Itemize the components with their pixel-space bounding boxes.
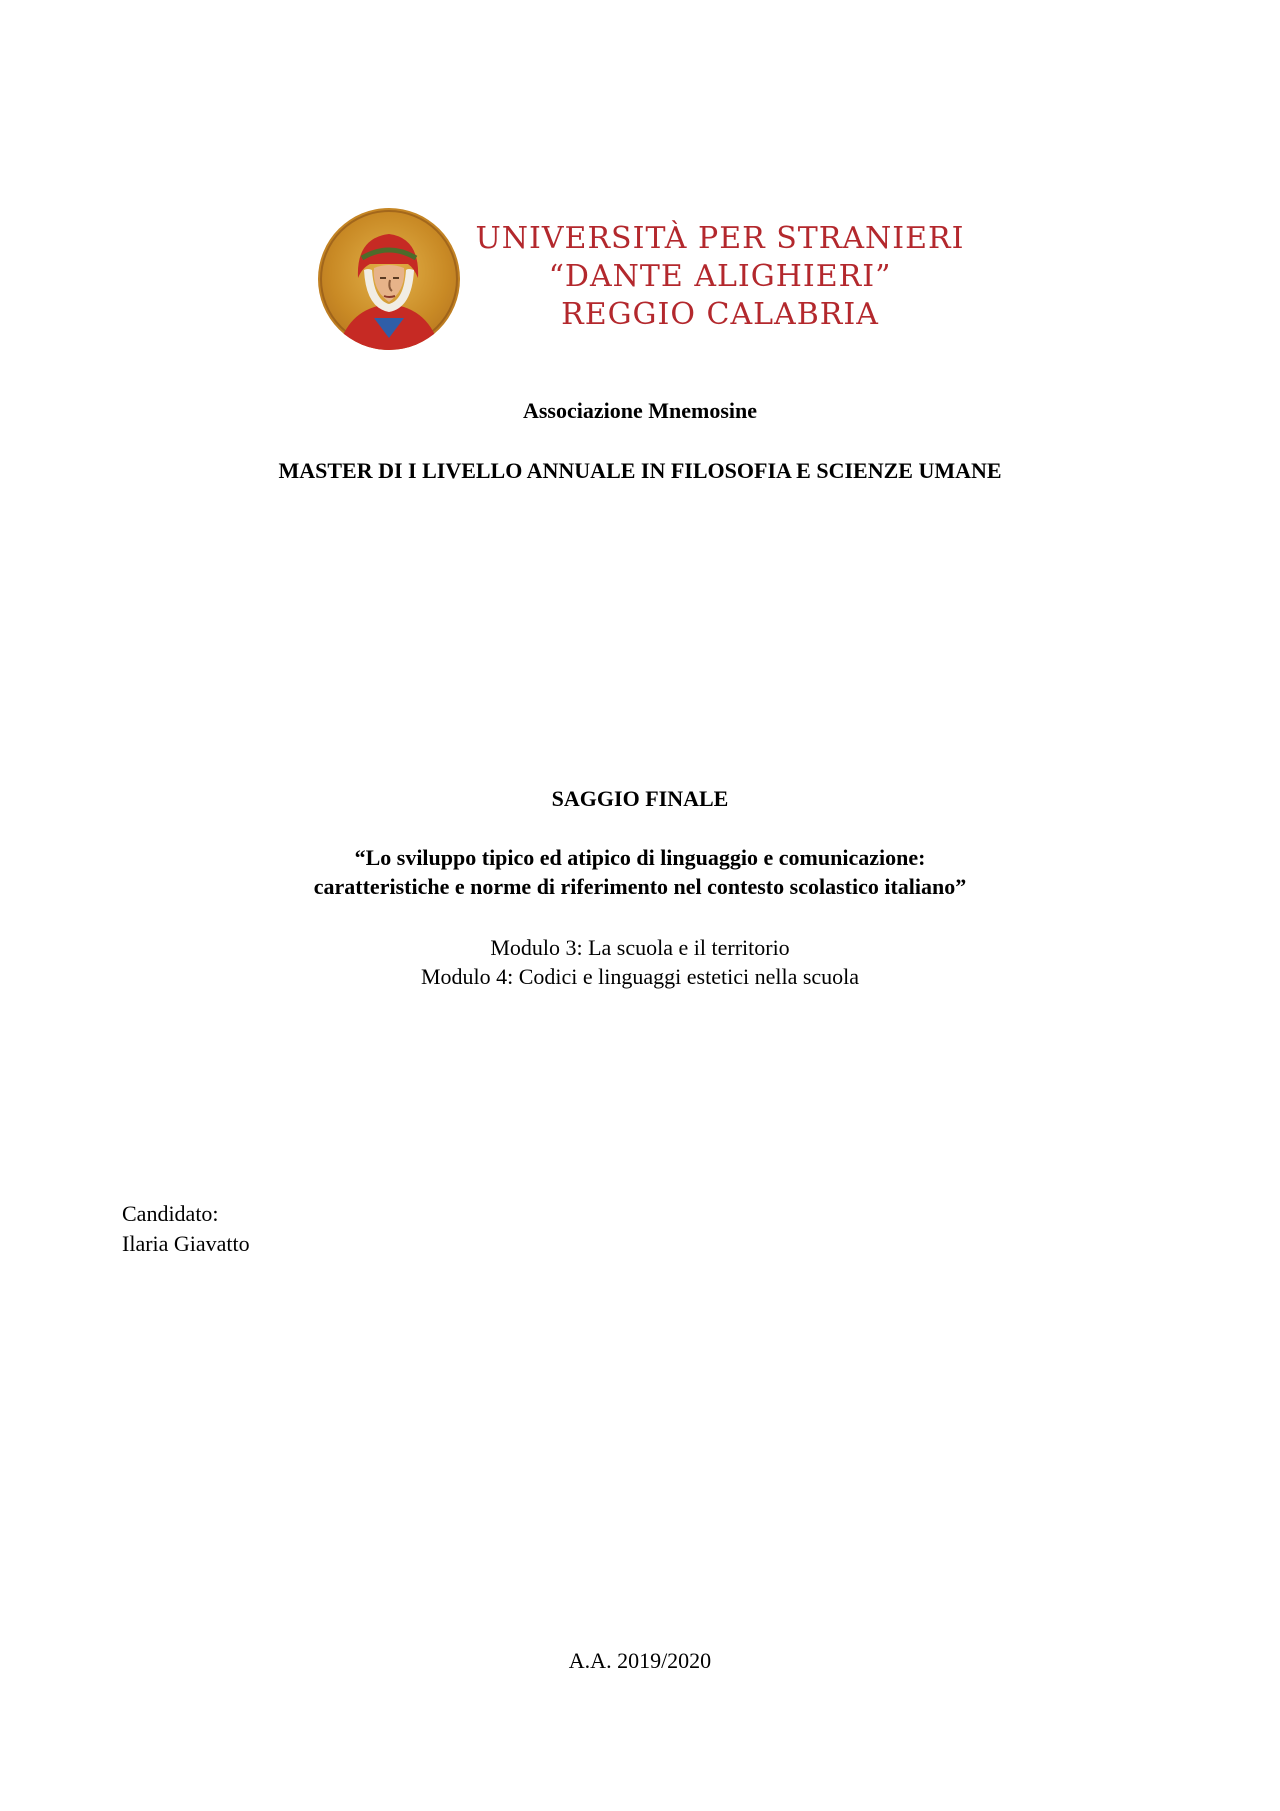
university-logo — [318, 208, 968, 353]
candidate-name: Ilaria Giavatto — [122, 1231, 250, 1256]
association-name: Associazione Mnemosine — [522, 398, 758, 423]
academic-year: A.A. 2019/2020 — [568, 1648, 712, 1673]
module-3: Modulo 3: La scuola e il territorio — [490, 935, 790, 960]
essay-title-line2: caratteristiche e norme di riferimento nel contesto scolastico italiano” — [313, 874, 967, 899]
essay-title-line1: “Lo sviluppo tipico ed atipico di linguaggio e comunicazione: — [354, 845, 926, 870]
university-name-line1: UNIVERSITÀ PER STRANIERI — [475, 221, 965, 256]
university-name — [470, 220, 970, 334]
candidate-label: Candidato: — [122, 1201, 219, 1226]
module-4: Modulo 4: Codici e linguaggi estetici nella scuola — [420, 964, 860, 989]
university-name-line3: REGGIO CALABRIA — [561, 297, 879, 332]
dante-portrait-icon — [318, 208, 460, 350]
essay-label: SAGGIO FINALE — [551, 786, 729, 811]
university-name-line2: “DANTE ALIGHIERI” — [548, 259, 892, 294]
master-title: MASTER DI I LIVELLO ANNUALE IN FILOSOFIA E SCIENZE UMANE — [278, 458, 1002, 483]
